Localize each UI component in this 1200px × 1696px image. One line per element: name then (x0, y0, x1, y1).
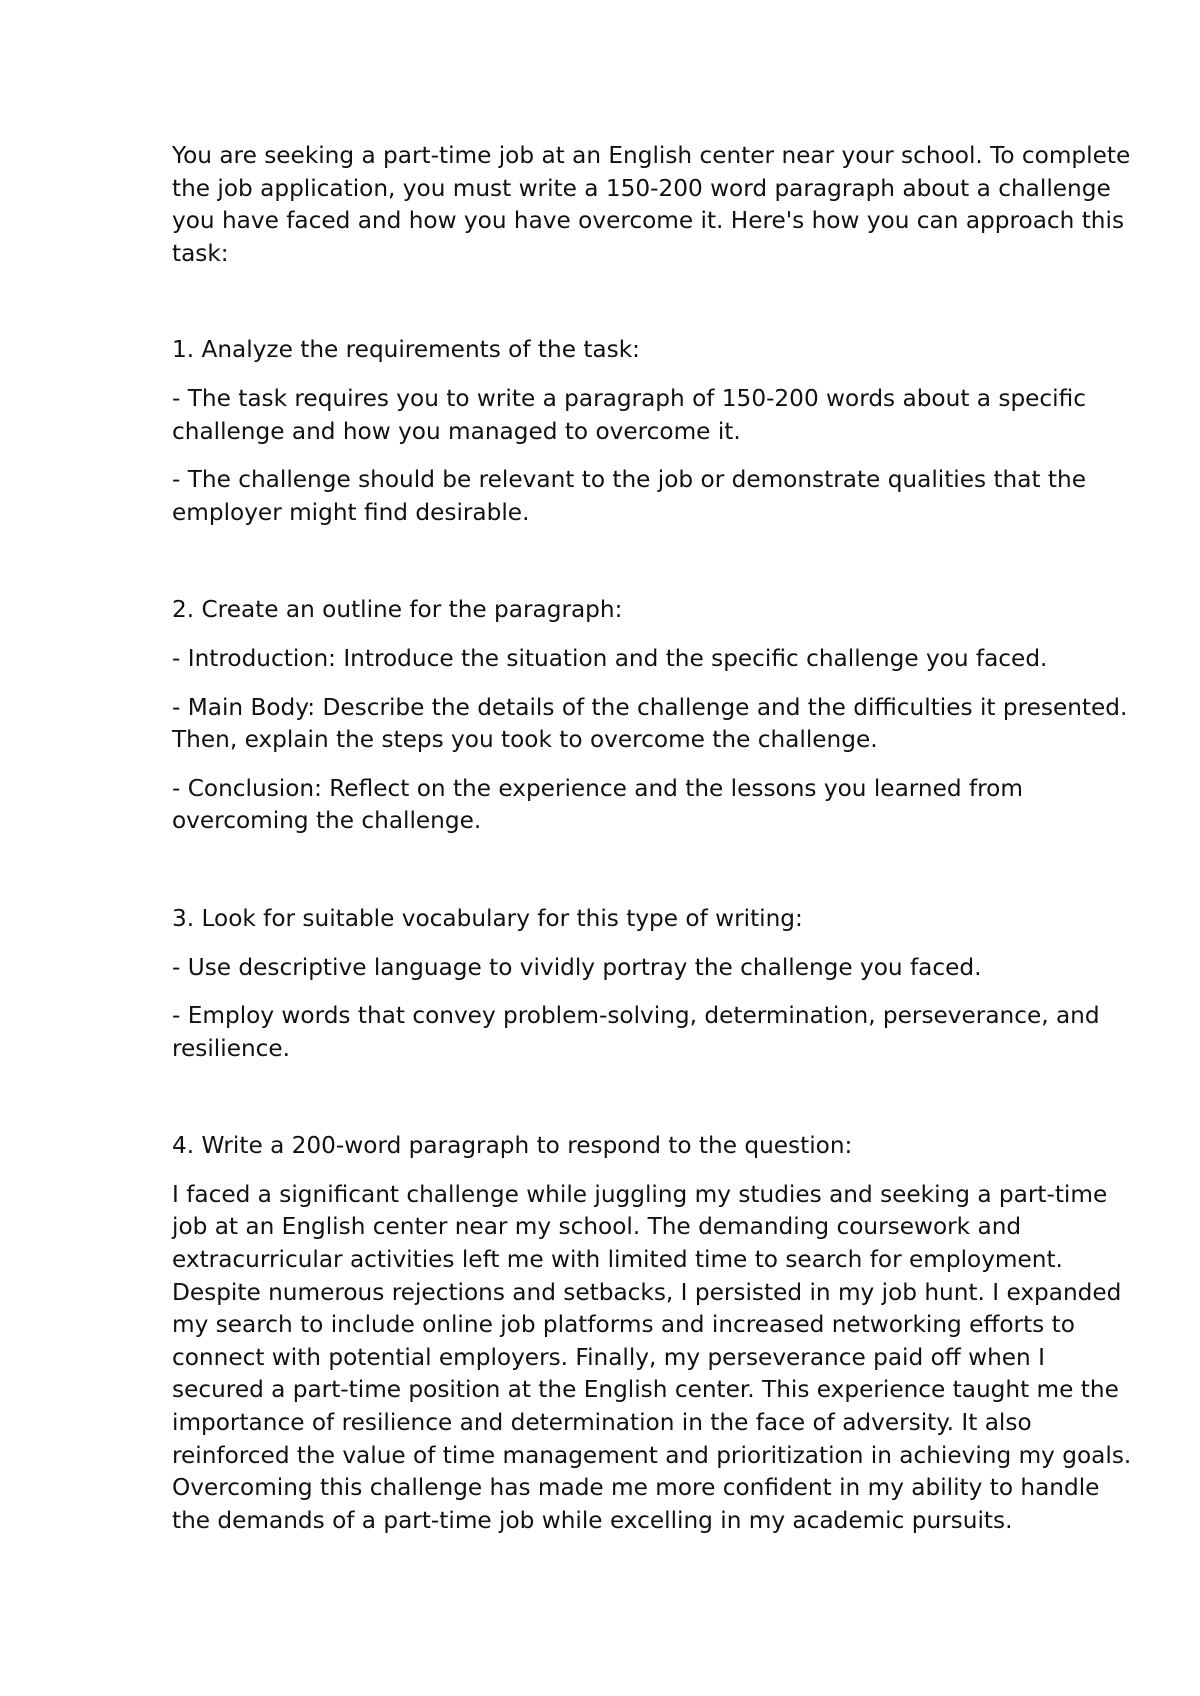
answer-paragraph: I faced a significant challenge while juggling my studies and seeking a part-time job at an English center near my school. The demanding coursework and extracurricular activities left me with limited time to search for employment. Despite numerous rejections and setbacks, I persisted in my job hunt. I expanded my search to include online job platforms and increased networking efforts to connect with potential employers. Finally, my perseverance paid off when I secured a part-time position at the English center. This experience taught me the importance of resilience and determination in the face of adversity. It also reinforced the value of time management and prioritization in achieving my goals. Overcoming this challenge has made me more confident in my ability to handle the demands of a part-time job while excelling in my academic pursuits. (172, 1180, 1132, 1534)
bullet-item: - Introduction: Introduce the situation and the specific challenge you faced. (172, 644, 1048, 672)
section-heading: 2. Create an outline for the paragraph: (172, 596, 623, 624)
bullet-item: - Main Body: Describe the details of the challenge and the difficulties it presented. Then, explain the steps you took to overcome the challenge. (172, 693, 1128, 754)
section-create-outline (172, 594, 1132, 838)
bullet-item: - The challenge should be relevant to the job or demonstrate qualities that the employer might find desirable. (172, 466, 1086, 526)
section-heading: 1. Analyze the requirements of the task: (172, 336, 640, 364)
section-heading: 4. Write a 200-word paragraph to respond to the question: (172, 1132, 853, 1160)
section-vocabulary (172, 903, 1132, 1065)
document-body (172, 140, 1132, 1537)
section-analyze-requirements (172, 334, 1132, 529)
intro-paragraph: You are seeking a part-time job at an English center near your school. To complete the job application, you must write a 150-200 word paragraph about a challenge you have faced and how you have overcome it. Here's how you can approach this task: (172, 142, 1131, 267)
bullet-item: - Employ words that convey problem-solving, determination, perseverance, and resilience. (172, 1002, 1100, 1062)
bullet-item: - The task requires you to write a paragraph of 150-200 words about a specific challenge and how you managed to overcome it. (172, 384, 1086, 445)
section-write-paragraph (172, 1130, 1132, 1537)
section-heading: 3. Look for suitable vocabulary for this type of writing: (172, 904, 803, 932)
bullet-item: - Conclusion: Reflect on the experience and the lessons you learned from overcoming the challenge. (172, 774, 1023, 835)
bullet-item: - Use descriptive language to vividly portray the challenge you faced. (172, 953, 982, 981)
